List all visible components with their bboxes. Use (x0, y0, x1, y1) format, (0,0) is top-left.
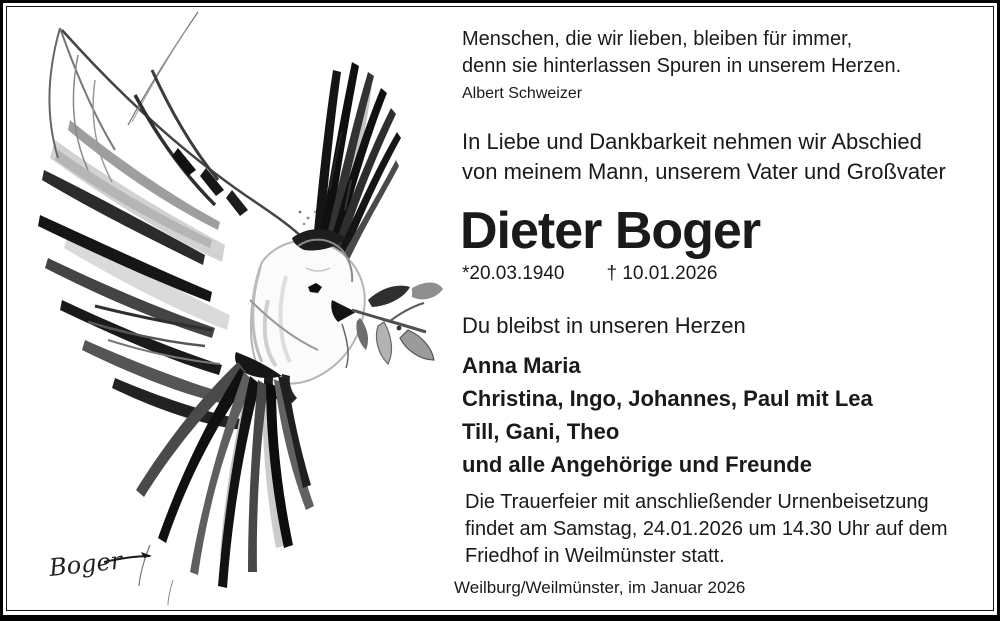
quote-line-2: denn sie hinterlassen Spuren in unserem Herzen. (462, 55, 902, 77)
deceased-name: Dieter Boger (460, 202, 761, 260)
mourner-line: Till, Gani, Theo (462, 419, 620, 444)
memorial-quote (462, 26, 990, 80)
mourner-line: Anna Maria (462, 353, 581, 378)
tail-feathers (136, 352, 314, 605)
quote-line-1: Menschen, die wir lieben, bleiben für immer, (462, 28, 853, 50)
olive-branch (352, 282, 443, 364)
mourner-line: Christina, Ingo, Johannes, Paul mit Lea (462, 386, 873, 411)
death-date: † 10.01.2026 (606, 263, 718, 284)
place-dateline: Weilburg/Weilmünster, im Januar 2026 (454, 578, 746, 597)
life-dates (462, 263, 990, 285)
intro-line-1: In Liebe und Dankbarkeit nehmen wir Abschied (462, 129, 922, 154)
artist-signature (47, 546, 152, 582)
funeral-line-2: findet am Samstag, 24.01.2026 um 14.30 Uhr auf dem (465, 518, 948, 540)
funeral-details (465, 489, 990, 570)
remembrance-line: Du bleibst in unseren Herzen (462, 313, 746, 338)
mourner-line: und alle Angehörige und Freunde (462, 452, 812, 477)
quote-attribution: Albert Schweizer (462, 85, 583, 102)
mourners-list (462, 349, 990, 481)
signature-text: Boger (47, 546, 124, 582)
farewell-intro (462, 127, 990, 187)
birth-date: *20.03.1940 (462, 263, 565, 284)
funeral-line-3: Friedhof in Weilmünster statt. (465, 545, 725, 567)
funeral-line-1: Die Trauerfeier mit anschließender Urnenbeisetzung (465, 491, 929, 513)
intro-line-2: von meinem Mann, unserem Vater und Großvater (462, 159, 946, 184)
notice-text-column (454, 0, 990, 598)
dove-artwork (0, 0, 452, 612)
